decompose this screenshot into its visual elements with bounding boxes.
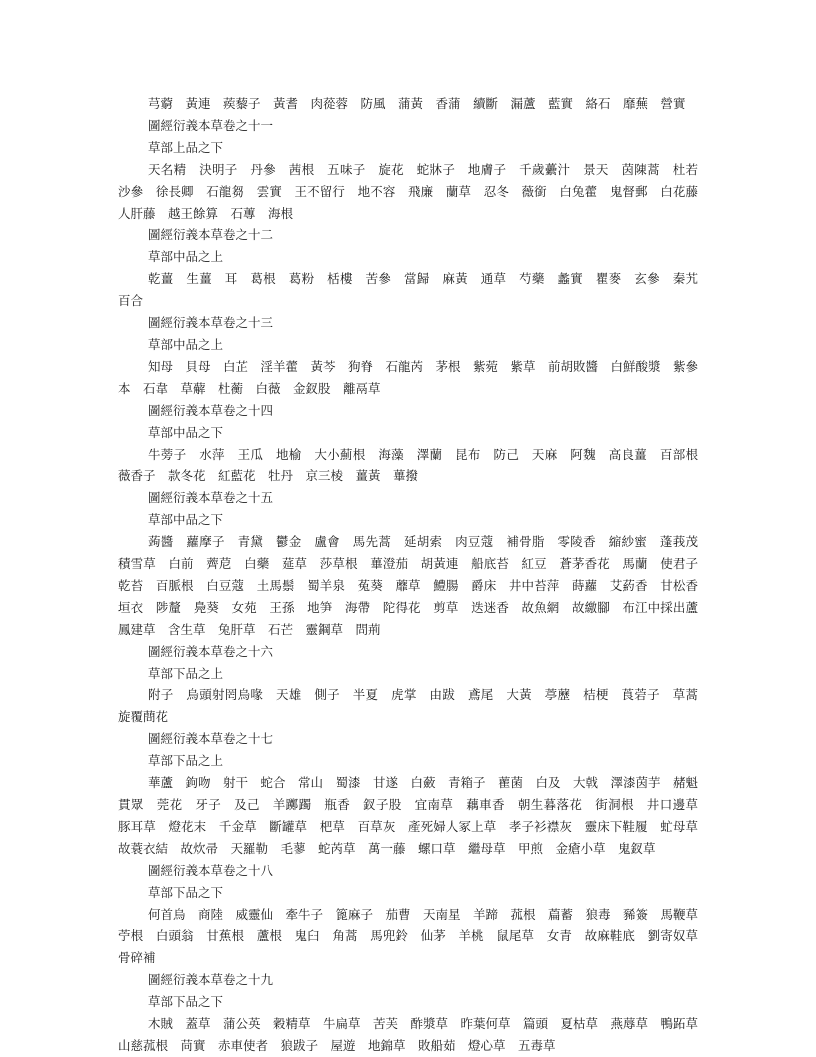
herb-list-paragraph: 天名精 決明子 丹參 茜根 五味子 旋花 蛇牀子 地膚子 千歲虆汁 景天 茵陳蒿 杜若 沙參 徐長卿 石龍芻 雲實 王不留行 地不容 飛廉 蘭草 忍冬 薇銜 白兔藿 鬼督郵 白花藤 人肝藤 越王餘算 石蓴 海根 bbox=[118, 161, 711, 221]
volume-heading: 圖經衍義本草卷之十八 bbox=[148, 862, 274, 878]
volume-heading: 圖經衍義本草卷之十一 bbox=[148, 117, 274, 133]
section-subheading: 草部下品之上 bbox=[148, 665, 224, 681]
herb-list-paragraph: 附子 烏頭射罔烏喙 天雄 側子 半夏 虎掌 由跋 鳶尾 大黃 葶藶 桔梗 莨菪子 草蒿 旋覆蔄花 bbox=[118, 687, 711, 725]
volume-heading: 圖經衍義本草卷之十二 bbox=[148, 227, 274, 243]
section-subheading: 草部中品之上 bbox=[148, 249, 224, 265]
section-subheading: 草部中品之上 bbox=[148, 336, 224, 352]
herb-list-paragraph: 華蘆 鉤吻 射干 蛇合 常山 蜀漆 甘遂 白蘞 青箱子 雚菌 白及 大戟 澤漆茵芋 赭魁 貫眾 莞花 牙子 及己 羊躑躅 瓶香 釵子股 宜南草 藕車香 朝生暮落花 街洞根 井口邊草 豚耳草 燈花末 千金草 斷罐草 杷草 百草灰 產死婦人冢上草 孝子衫襟灰 靈床下鞋履 虻母草 故蓑衣結 故炊帚 天羅勒 毛蓼 蛇芮草 萬一藤 螺口草 繼母草 甲煎 金瘡小草 鬼釵草 bbox=[118, 775, 711, 856]
volume-heading: 圖經衍義本草卷之十四 bbox=[148, 402, 274, 418]
volume-heading: 圖經衍義本草卷之十七 bbox=[148, 731, 274, 747]
volume-heading: 圖經衍義本草卷之十三 bbox=[148, 315, 274, 331]
volume-heading: 圖經衍義本草卷之十六 bbox=[148, 643, 274, 659]
herb-list-paragraph: 牛蒡子 水萍 王瓜 地榆 大小薊根 海藻 澤蘭 昆布 防己 天麻 阿魏 高良薑 百部根 薇香子 款冬花 紅藍花 牡丹 京三棱 薑黃 蓽撥 bbox=[118, 446, 711, 484]
herb-list-paragraph: 何首烏 商陸 威靈仙 牽牛子 篦麻子 茄曹 天南星 羊蹄 菰根 萹蓄 狼毒 豨簽 馬鞭草 苧根 白頭翁 甘蕉根 蘆根 鬼臼 角蒿 馬兜鈴 仙茅 羊桃 鼠尾草 女青 故麻鞋底 劉寄奴草 骨碎補 bbox=[118, 906, 711, 966]
volume-heading: 圖經衍義本草卷之十五 bbox=[148, 490, 274, 506]
document-page bbox=[118, 93, 711, 1057]
herb-list-paragraph: 芎藭 黃連 蒺藜子 黃耆 肉蓯蓉 防風 蒲黃 香蒲 續斷 漏蘆 藍實 絡石 靡蕪 營實 bbox=[148, 96, 686, 111]
section-subheading: 草部上品之下 bbox=[148, 139, 224, 155]
section-subheading: 草部下品之下 bbox=[148, 884, 224, 900]
section-subheading: 草部下品之上 bbox=[148, 753, 224, 769]
section-subheading: 草部中品之下 bbox=[148, 512, 224, 528]
herb-list-paragraph: 知母 貝母 白芷 淫羊藿 黃芩 狗脊 石龍芮 茅根 紫菀 紫草 前胡敗醬 白鮮酸漿 紫參 本 石韋 草薢 杜蘅 白薇 金釵股 離鬲草 bbox=[118, 358, 711, 396]
volume-heading: 圖經衍義本草卷之十九 bbox=[148, 972, 274, 988]
herb-list-paragraph: 乾薑 生薑 耳 葛根 葛粉 栝樓 苦參 當歸 麻黃 通草 芍藥 蠡實 瞿麥 玄參 秦艽 百合 bbox=[118, 271, 711, 309]
section-subheading: 草部中品之下 bbox=[148, 424, 224, 440]
herb-list-paragraph: 木賊 蓋草 蒲公英 穀精草 牛扁草 苦芙 酢漿草 昨葉何草 篇頭 夏枯草 燕蓐草 鴨跖草 山慈菰根 苘實 赤車使者 狼跋子 屋遊 地錦草 敗船茹 燈心草 五毒草 bbox=[118, 1016, 711, 1053]
herb-list-paragraph: 蒟醬 蘿摩子 青黛 鬱金 盧會 馬先蒿 延胡索 肉豆蔻 補骨脂 零陵香 縮紗蜜 蓬莪茂 積雪草 白前 薺苨 白藥 莚草 莎草根 蓽澄茄 胡黃連 船底苔 紅豆 蒼茅香花 馬蘭 使君子 乾苔 百脈根 白豆蔻 土馬鬃 蜀羊泉 菟葵 蘼草 鱧腸 爵床 井中苔萍 蒔蘿 艾葯香 甘松香 垣衣 陟釐 鳧葵 女苑 王孫 地笋 海帶 陀得花 剪草 迭迷香 故魚網 故繳腳 布江中採出蘆 鳳建草 含生草 兔肝草 石芒 靈鋼草 問荊 bbox=[118, 534, 711, 637]
section-subheading: 草部下品之下 bbox=[148, 994, 224, 1010]
